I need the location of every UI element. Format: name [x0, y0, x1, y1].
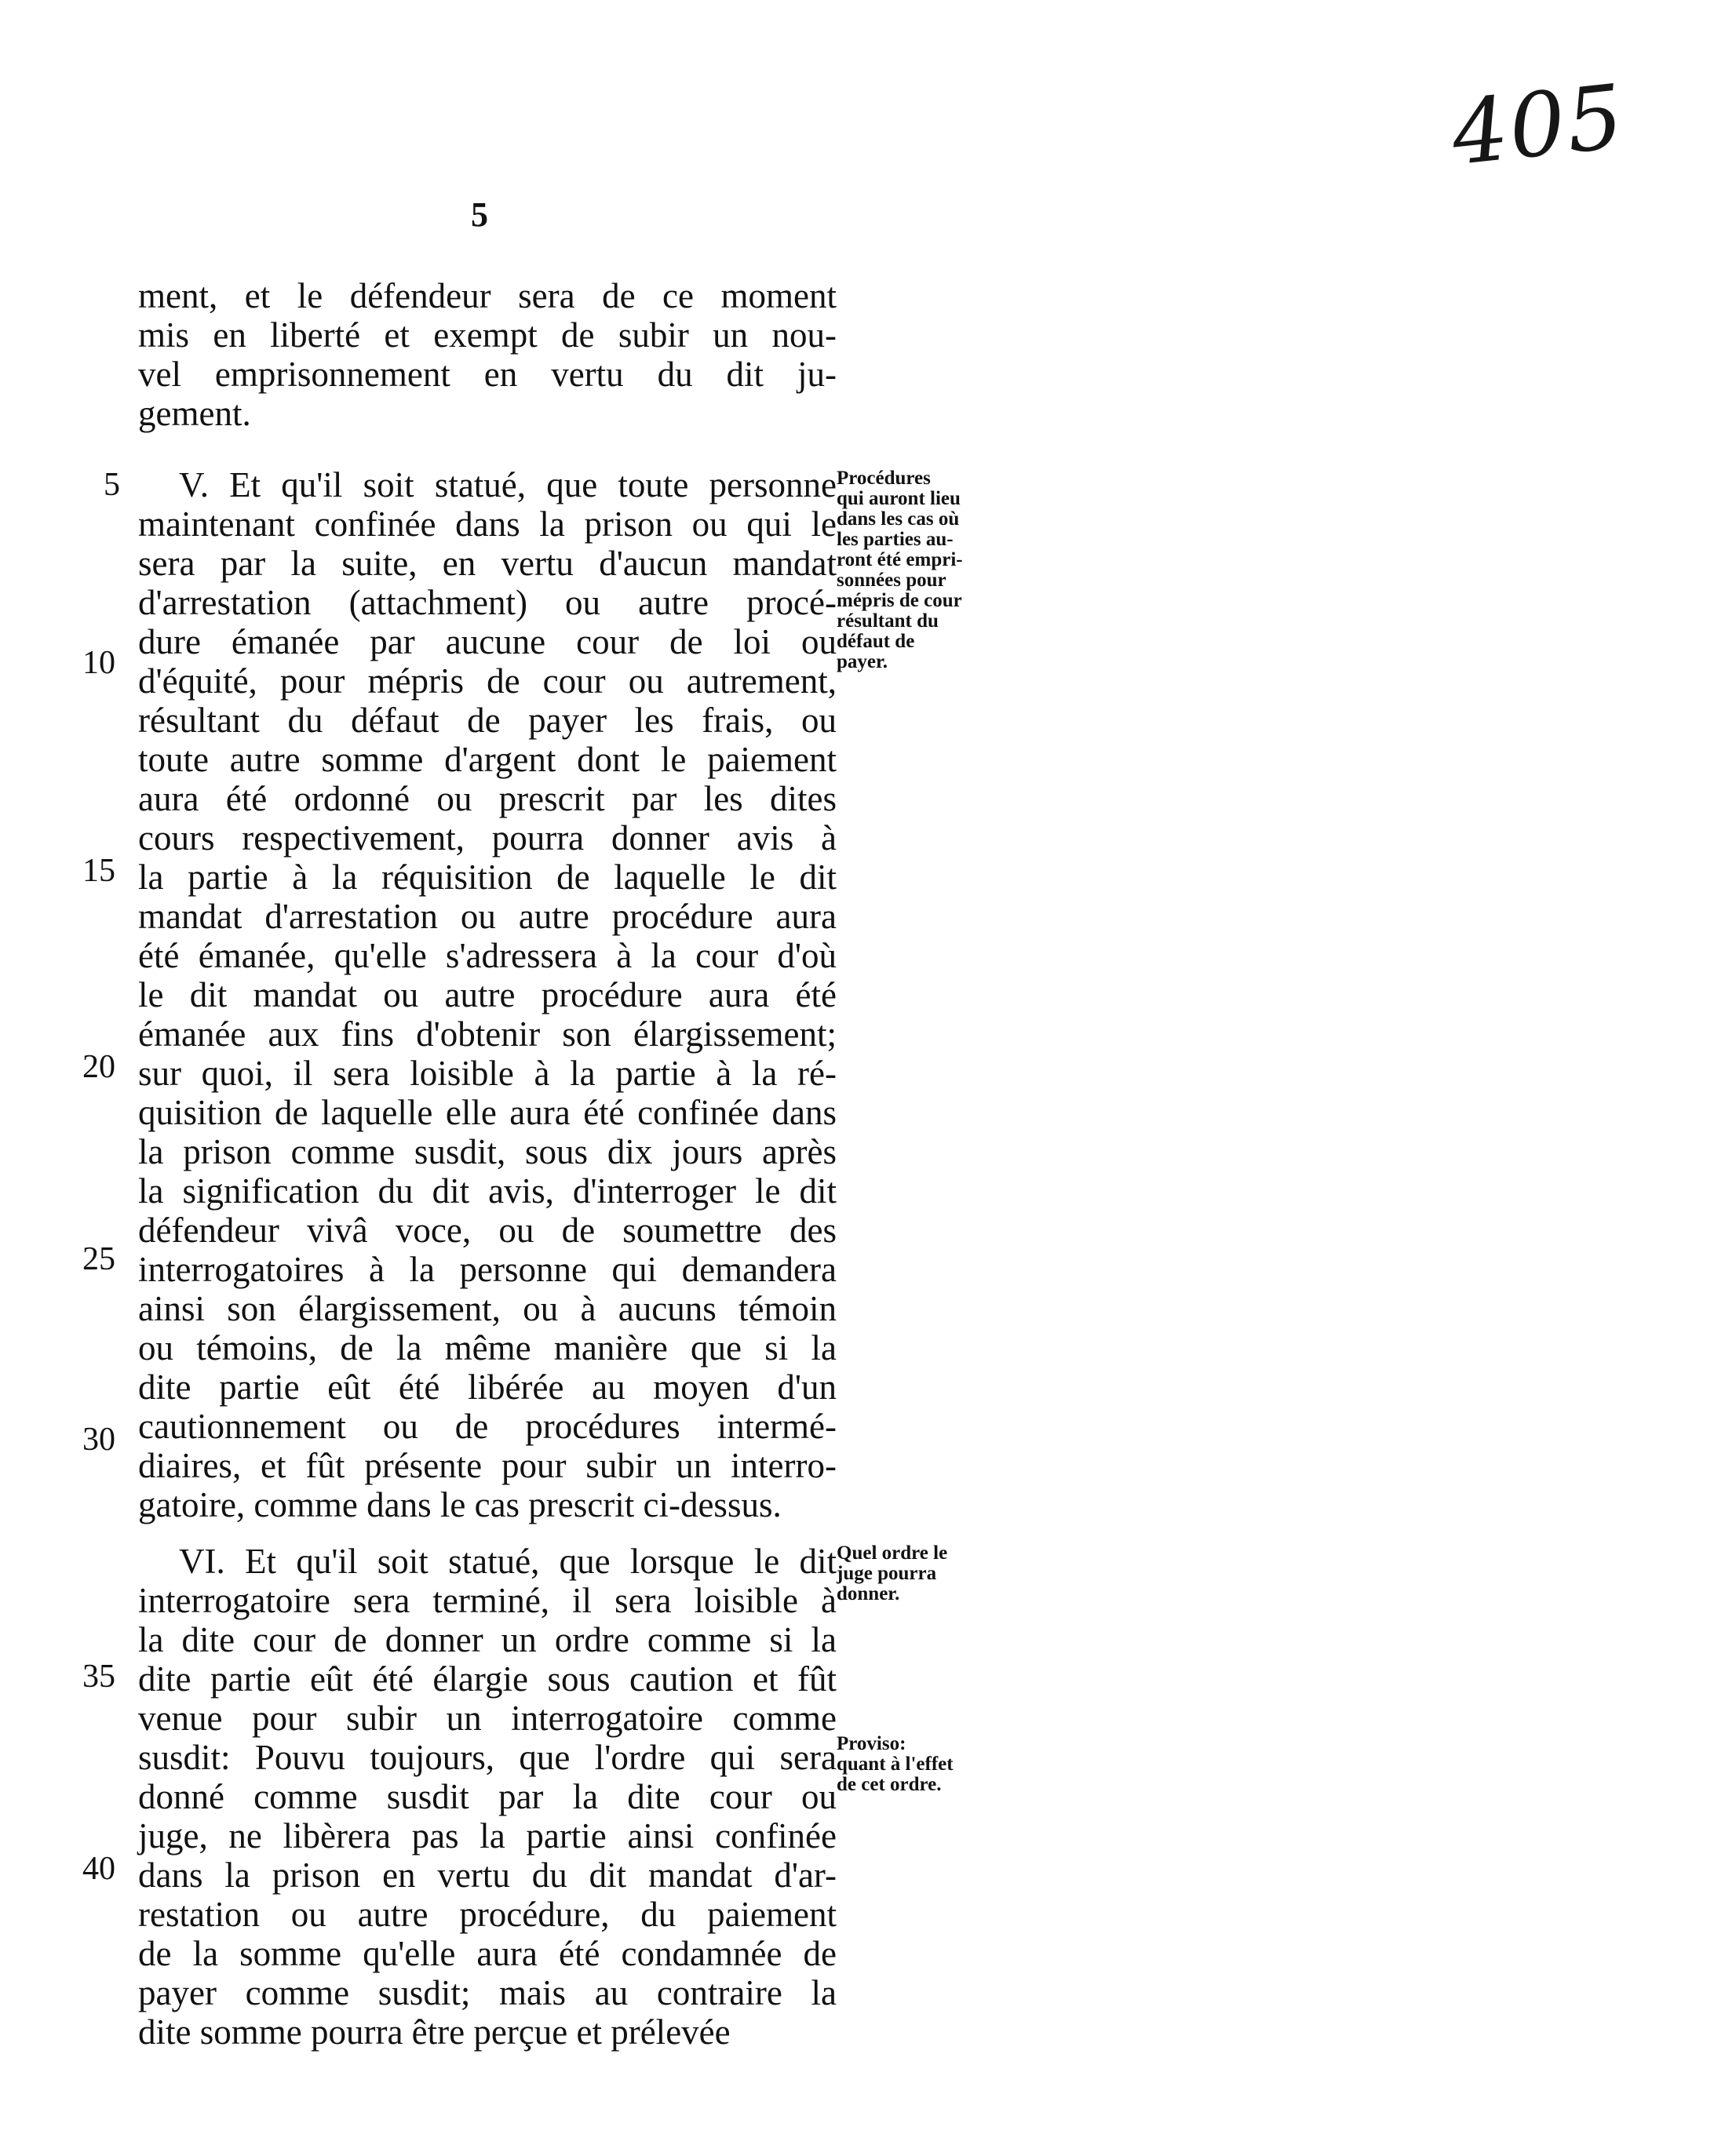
- text-line: VI. Et qu'il soit statué, que lorsque le dit: [179, 1542, 837, 1581]
- text-line: restation ou autre procédure, du paiement: [138, 1895, 837, 1934]
- text-line: ainsi son élargissement, ou à aucuns témoin: [138, 1289, 837, 1328]
- marginal-note-line: Proviso:: [837, 1733, 906, 1754]
- marginal-note-line: sonnées pour: [837, 570, 946, 591]
- text-line: d'arrestation (attachment) ou autre procé-: [138, 583, 837, 622]
- marginal-note: [837, 468, 1025, 672]
- text-line: défendeur vivâ voce, ou de soumettre des: [138, 1211, 837, 1250]
- line-number: 40: [82, 1851, 115, 1887]
- text-line: la signification du dit avis, d'interroger le dit: [138, 1171, 837, 1211]
- text-line: sera par la suite, en vertu d'aucun mandat: [138, 544, 837, 583]
- line-number: 35: [82, 1659, 115, 1695]
- text-line: interrogatoire sera terminé, il sera loisible à: [138, 1581, 837, 1620]
- marginal-note-line: qui auront lieu: [837, 488, 961, 509]
- text-line: cautionnement ou de procédures intermé-: [138, 1407, 837, 1446]
- text-line: dite partie eût été élargie sous caution et fût: [138, 1659, 837, 1699]
- text-line: maintenant confinée dans la prison ou qui le: [138, 504, 837, 544]
- marginal-note-line: quant à l'effet: [837, 1754, 954, 1775]
- text-line: dite partie eût été libérée au moyen d'un: [138, 1368, 837, 1407]
- text-line: gement.: [138, 394, 251, 433]
- text-line: résultant du défaut de payer les frais, ou: [138, 701, 837, 740]
- marginal-note-line: juge pourra: [837, 1563, 937, 1584]
- page-number: 5: [471, 195, 488, 234]
- text-line: sur quoi, il sera loisible à la partie à la ré-: [138, 1054, 837, 1093]
- text-line: aura été ordonné ou prescrit par les dites: [138, 779, 837, 818]
- line-number: 20: [82, 1049, 115, 1085]
- text-line: mis en liberté et exempt de subir un nou-: [138, 315, 837, 355]
- text-line: gatoire, comme dans le cas prescrit ci-dessus.: [138, 1485, 782, 1524]
- marginal-note-line: dans les cas où: [837, 508, 960, 530]
- marginal-note: [837, 1543, 1025, 1604]
- text-line: émanée aux fins d'obtenir son élargissement;: [138, 1014, 837, 1054]
- text-line: cours respectivement, pourra donner avis à: [138, 818, 837, 858]
- marginal-note-line: les parties au-: [837, 529, 954, 550]
- text-line: d'équité, pour mépris de cour ou autrement,: [138, 661, 837, 701]
- marginal-note-line: ront été empri-: [837, 549, 963, 570]
- text-line: de la somme qu'elle aura été condamnée de: [138, 1934, 837, 1973]
- text-line: payer comme susdit; mais au contraire la: [138, 1973, 837, 2012]
- text-line: été émanée, qu'elle s'adressera à la cour d'où: [138, 936, 837, 975]
- text-line: vel emprisonnement en vertu du dit ju-: [138, 355, 837, 394]
- text-line: donné comme susdit par la dite cour ou: [138, 1777, 837, 1816]
- text-line: la dite cour de donner un ordre comme si la: [138, 1620, 837, 1659]
- text-line: venue pour subir un interrogatoire comme: [138, 1699, 837, 1738]
- marginal-note-line: mépris de cour: [837, 590, 962, 611]
- text-line: juge, ne libèrera pas la partie ainsi confinée: [138, 1816, 837, 1856]
- marginal-note: [837, 1734, 1025, 1795]
- text-line: ou témoins, de la même manière que si la: [138, 1328, 837, 1368]
- text-line: dure émanée par aucune cour de loi ou: [138, 622, 837, 661]
- text-line: la partie à la réquisition de laquelle le dit: [138, 858, 837, 897]
- marginal-note-line: Quel ordre le: [837, 1542, 948, 1564]
- marginal-note-line: défaut de: [837, 631, 915, 652]
- line-number: 30: [82, 1422, 115, 1458]
- text-line: interrogatoires à la personne qui demandera: [138, 1250, 837, 1289]
- line-number: 15: [82, 853, 115, 889]
- text-line: la prison comme susdit, sous dix jours après: [138, 1132, 837, 1171]
- marginal-note-line: de cet ordre.: [837, 1774, 942, 1795]
- text-line: dite somme pourra être perçue et prélevée: [138, 2012, 731, 2052]
- text-line: le dit mandat ou autre procédure aura été: [138, 975, 837, 1014]
- marginal-note-line: payer.: [837, 651, 888, 672]
- text-line: diaires, et fût présente pour subir un interro-: [138, 1446, 837, 1485]
- text-line: mandat d'arrestation ou autre procédure aura: [138, 897, 837, 936]
- text-line: ment, et le défendeur sera de ce moment: [138, 276, 837, 315]
- line-number: 5: [104, 467, 120, 503]
- marginal-note-line: résultant du: [837, 610, 939, 632]
- marginal-note-line: donner.: [837, 1583, 900, 1604]
- text-line: susdit: Pouvu toujours, que l'ordre qui sera: [138, 1738, 837, 1777]
- text-line: quisition de laquelle elle aura été confinée dans: [138, 1093, 837, 1132]
- marginal-note-line: Procédures: [837, 468, 931, 489]
- text-line: toute autre somme d'argent dont le paiement: [138, 740, 837, 779]
- line-number: 10: [82, 645, 115, 681]
- line-number: 25: [82, 1241, 115, 1277]
- text-line: dans la prison en vertu du dit mandat d'ar-: [138, 1856, 837, 1895]
- text-line: V. Et qu'il soit statué, que toute personne: [179, 465, 837, 504]
- handwritten-folio: 405: [1446, 65, 1629, 186]
